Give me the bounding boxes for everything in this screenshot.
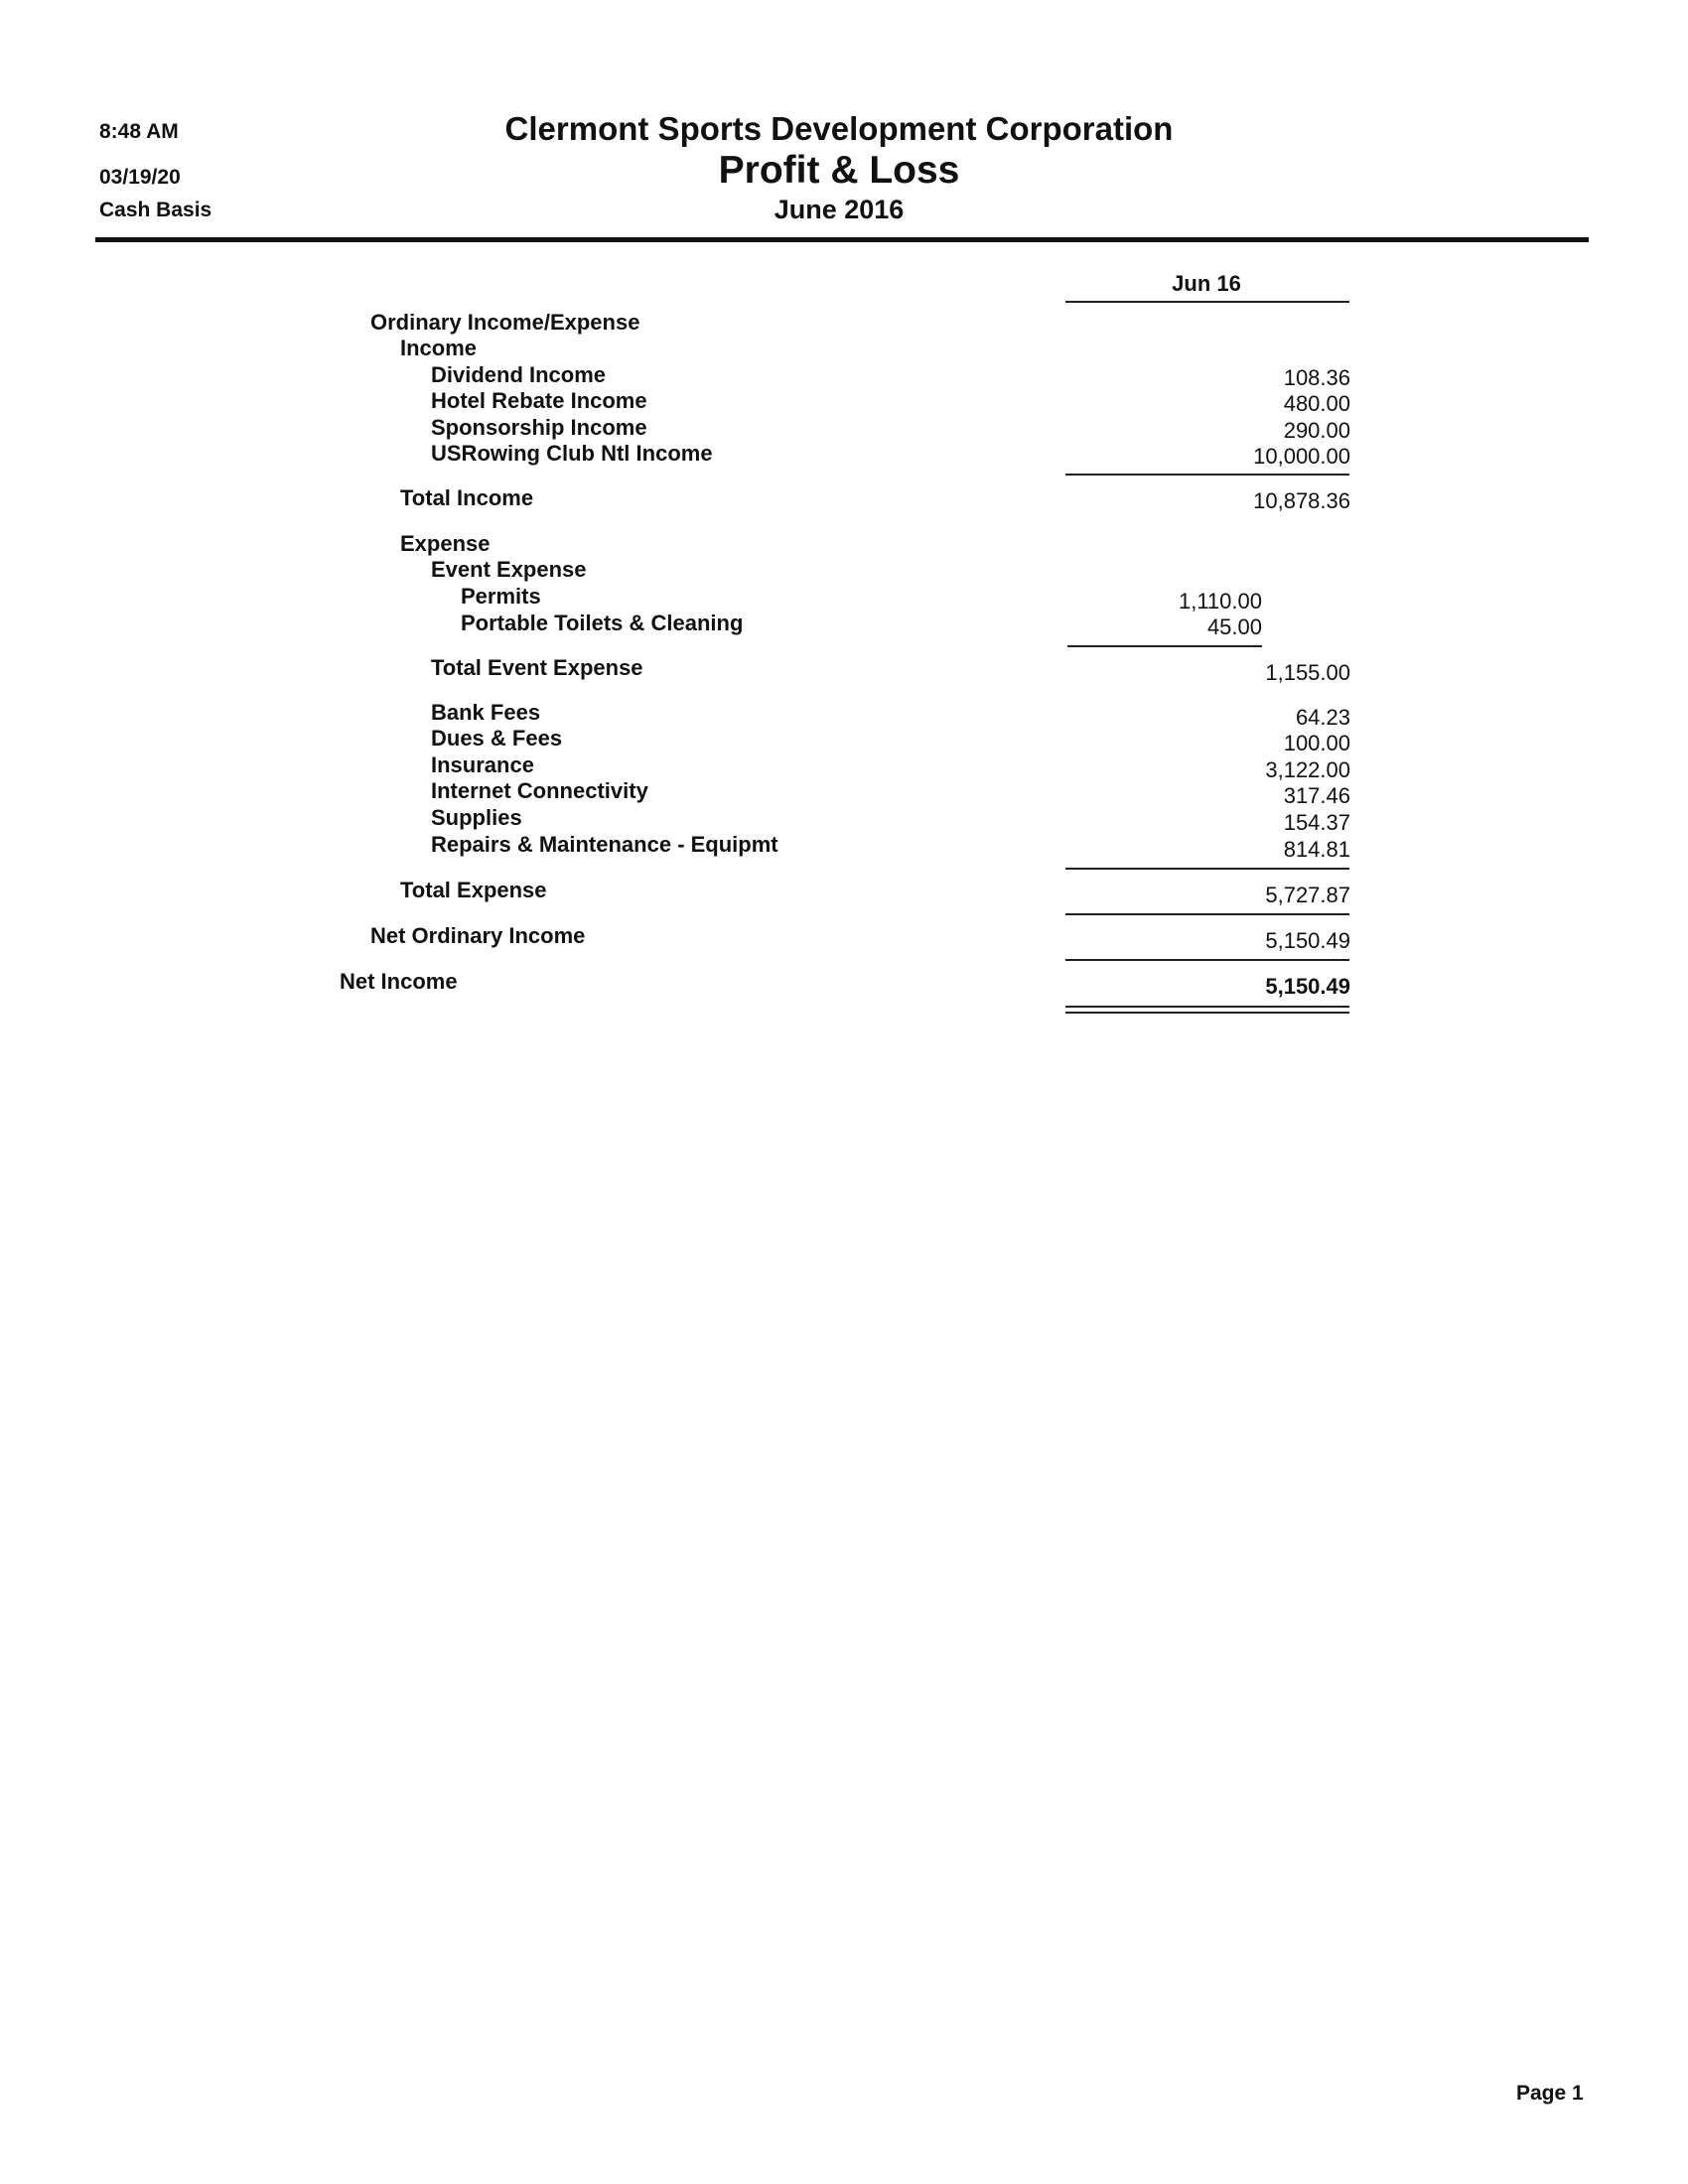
report-time: 8:48 AM <box>99 120 179 143</box>
row-label-dividend-income: Dividend Income <box>431 362 607 387</box>
row-value-insurance: 3,122.00 <box>1265 757 1350 782</box>
section-expense: Expense <box>400 531 491 556</box>
total-double-rule-bottom <box>1065 1012 1349 1014</box>
row-label-insurance: Insurance <box>431 752 534 777</box>
row-value-dividend-income: 108.36 <box>1283 365 1350 390</box>
section-event-expense: Event Expense <box>431 557 587 582</box>
subtotal-rule-income <box>1065 474 1349 476</box>
row-label-usrowing-club-ntl-income: USRowing Club Ntl Income <box>431 441 713 466</box>
company-name: Clermont Sports Development Corporation <box>504 110 1174 147</box>
row-label-supplies: Supplies <box>431 805 522 830</box>
row-label-net-ordinary-income: Net Ordinary Income <box>370 923 586 948</box>
row-value-supplies: 154.37 <box>1283 810 1350 835</box>
report-title: Profit & Loss <box>718 149 960 192</box>
row-value-sponsorship-income: 290.00 <box>1283 418 1350 443</box>
row-label-repairs-maintenance: Repairs & Maintenance - Equipmt <box>431 832 778 857</box>
row-label-bank-fees: Bank Fees <box>431 700 541 725</box>
row-label-internet-connectivity: Internet Connectivity <box>431 778 648 803</box>
subtotal-rule-net-income <box>1065 959 1349 961</box>
row-label-total-income: Total Income <box>400 485 534 510</box>
row-label-portable-toilets: Portable Toilets & Cleaning <box>461 611 744 635</box>
column-header-underline <box>1065 301 1349 303</box>
page-number: Page 1 <box>1516 2082 1584 2105</box>
row-label-net-income: Net Income <box>340 969 458 994</box>
row-value-repairs-maintenance: 814.81 <box>1283 837 1350 862</box>
subtotal-rule-event-expense <box>1067 645 1262 647</box>
row-value-portable-toilets: 45.00 <box>1206 614 1262 639</box>
subtotal-rule-net-ordinary <box>1065 913 1349 915</box>
row-value-hotel-rebate-income: 480.00 <box>1283 391 1350 416</box>
row-value-permits: 1,110.00 <box>1178 589 1262 614</box>
column-header: Jun 16 <box>1172 271 1241 296</box>
section-income: Income <box>400 336 478 360</box>
report-date: 03/19/20 <box>99 166 181 189</box>
row-value-total-income: 10,878.36 <box>1253 488 1350 513</box>
row-value-bank-fees: 64.23 <box>1295 705 1350 730</box>
row-label-dues-fees: Dues & Fees <box>431 726 563 751</box>
row-value-usrowing-club-ntl-income: 10,000.00 <box>1253 444 1350 469</box>
row-label-sponsorship-income: Sponsorship Income <box>431 415 647 440</box>
report-period: June 2016 <box>774 195 905 224</box>
row-label-total-event-expense: Total Event Expense <box>431 655 643 680</box>
row-value-dues-fees: 100.00 <box>1283 731 1350 755</box>
header-divider <box>95 237 1589 242</box>
subtotal-rule-expense <box>1065 868 1349 870</box>
row-label-permits: Permits <box>461 584 541 609</box>
row-value-internet-connectivity: 317.46 <box>1283 783 1350 808</box>
row-value-net-ordinary-income: 5,150.49 <box>1265 928 1350 953</box>
row-value-net-income: 5,150.49 <box>1265 974 1350 999</box>
row-value-total-expense: 5,727.87 <box>1265 883 1350 907</box>
row-label-hotel-rebate-income: Hotel Rebate Income <box>431 388 647 413</box>
row-label-total-expense: Total Expense <box>400 878 547 902</box>
row-value-total-event-expense: 1,155.00 <box>1265 660 1350 685</box>
report-basis: Cash Basis <box>99 199 212 221</box>
section-ordinary-income-expense: Ordinary Income/Expense <box>370 310 640 335</box>
total-double-rule-top <box>1065 1006 1349 1008</box>
